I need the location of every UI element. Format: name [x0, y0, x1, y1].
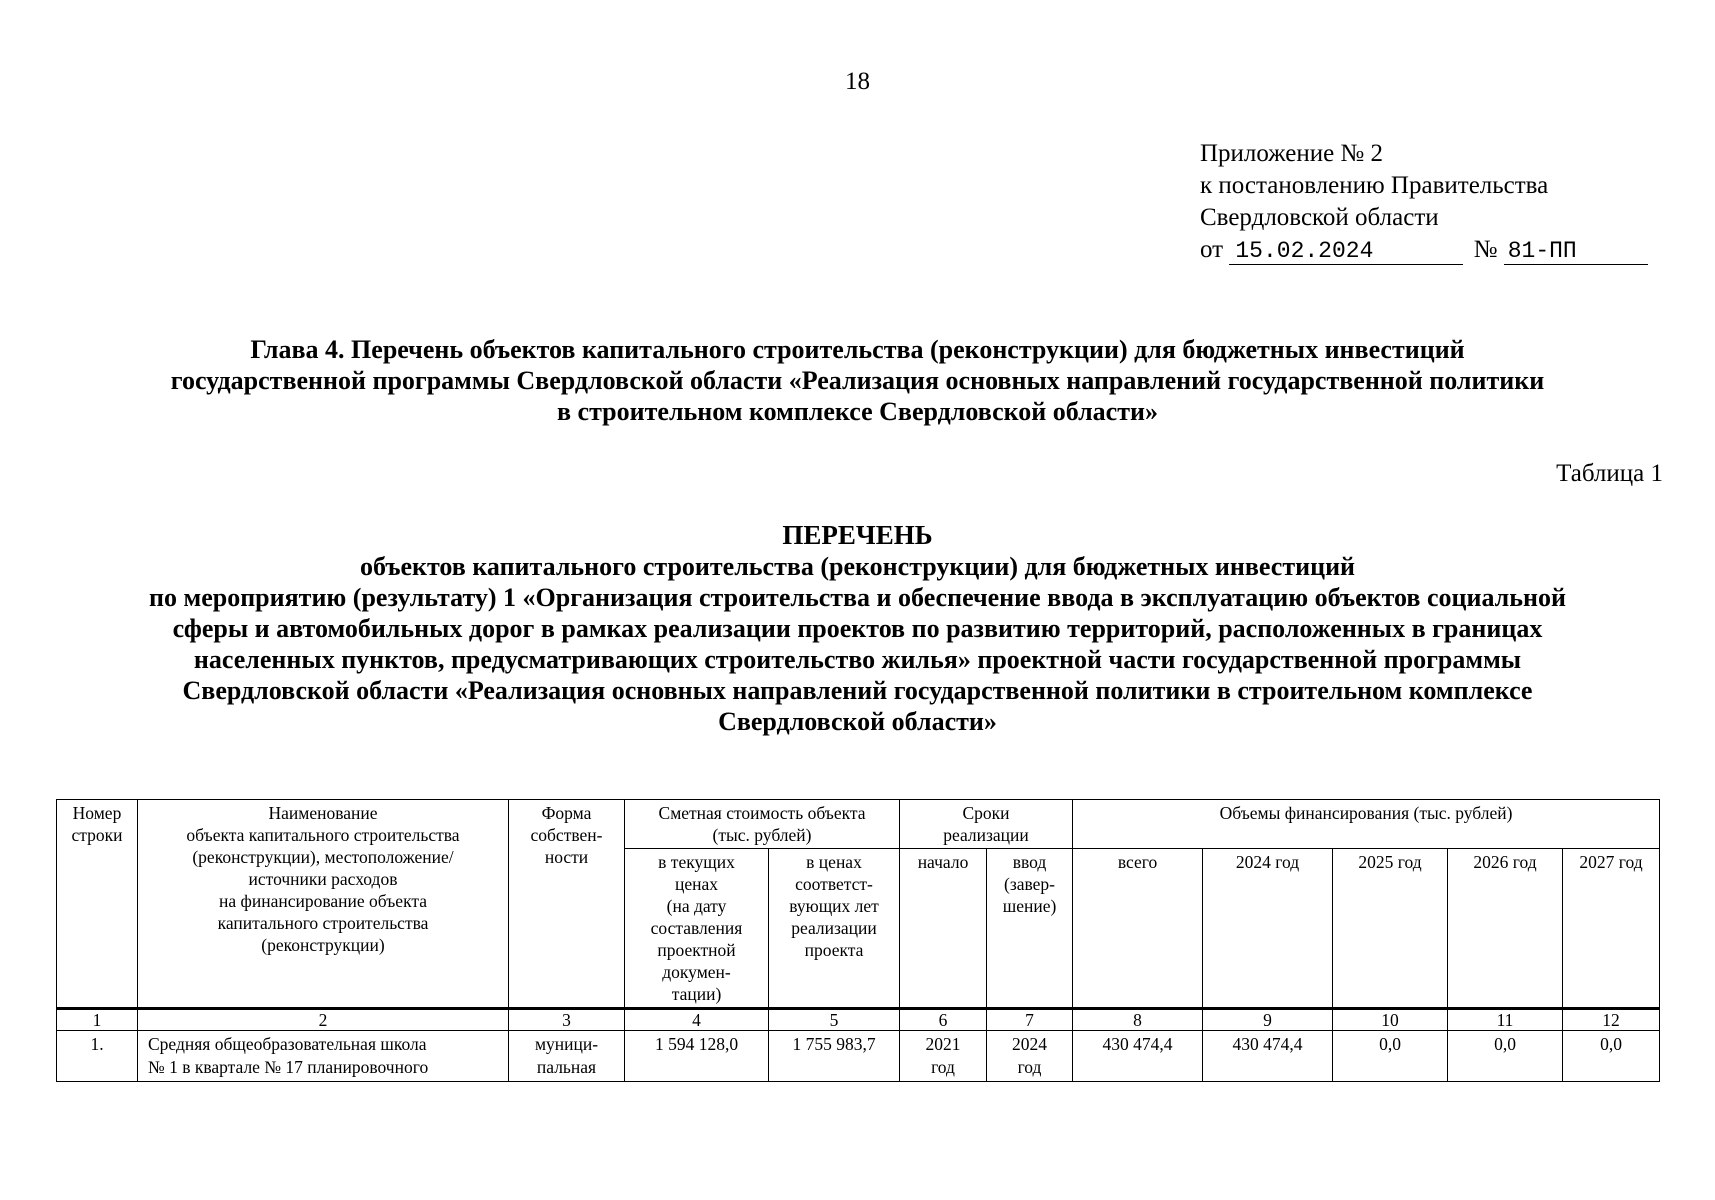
header-start: начало — [900, 849, 987, 1009]
cell-text: муници- — [534, 1034, 599, 1054]
header-row-1 — [57, 800, 1660, 849]
header-row-number — [57, 800, 138, 1009]
header-text: капитального строительства — [217, 913, 429, 933]
header-year-prices — [769, 849, 900, 1009]
completion-cell — [987, 1031, 1073, 1082]
cell-text: № 1 в квартале № 17 планировочного — [148, 1057, 429, 1077]
appendix-line-2: к постановлению Правительства — [1200, 172, 1549, 199]
y2027-cell: 0,0 — [1563, 1031, 1660, 1082]
header-text: проектной — [657, 940, 736, 960]
header-text: источники расходов — [248, 869, 398, 889]
column-number: 2 — [138, 1009, 509, 1031]
cell-text: пальная — [536, 1057, 597, 1077]
number-prefix: № — [1473, 236, 1498, 263]
list-title-line-1: объектов капитального строительства (реконструкции) для бюджетных инвестиций — [359, 552, 1356, 581]
column-number: 10 — [1333, 1009, 1448, 1031]
header-text: шение) — [1002, 896, 1057, 916]
decree-number: 81-ПП — [1504, 238, 1648, 265]
table-row — [57, 1031, 1660, 1082]
list-title-main: ПЕРЕЧЕНЬ — [782, 520, 933, 550]
cell-text: год — [1017, 1057, 1042, 1077]
column-number: 4 — [625, 1009, 769, 1031]
list-title-line-5: Свердловской области «Реализация основных направлений государственной политики в строительном комплексе — [182, 676, 1533, 705]
object-name-cell — [138, 1031, 509, 1082]
objects-table — [56, 799, 1660, 1082]
column-number: 9 — [1203, 1009, 1333, 1031]
header-completion — [987, 849, 1073, 1009]
column-number: 6 — [900, 1009, 987, 1031]
header-text: ценах — [674, 874, 718, 894]
header-text: составления — [650, 918, 743, 938]
header-text: (реконструкции), местоположение/ — [192, 847, 454, 867]
cell-text: 2024 — [1012, 1034, 1048, 1054]
list-title-line-4: населенных пунктов, предусматривающих строительство жилья» проектной части государственной программы — [193, 645, 1522, 674]
list-title-line-3: сферы и автомобильных дорог в рамках реализации проектов по развитию территорий, расположенных в границах — [172, 614, 1543, 643]
header-text: реализации — [943, 825, 1029, 845]
column-number: 3 — [509, 1009, 625, 1031]
header-text: ввод — [1012, 852, 1047, 872]
row-number-cell: 1. — [57, 1031, 138, 1082]
header-2027: 2027 год — [1563, 849, 1660, 1009]
page-number: 18 — [845, 68, 870, 95]
column-number: 11 — [1448, 1009, 1563, 1031]
header-ownership — [509, 800, 625, 1009]
header-text: Сметная стоимость объекта — [658, 803, 866, 823]
chapter-title — [60, 334, 1655, 427]
current-prices-cell: 1 594 128,0 — [625, 1031, 769, 1082]
y2025-cell: 0,0 — [1333, 1031, 1448, 1082]
chapter-title-line-1: Глава 4. Перечень объектов капитального строительства (реконструкции) для бюджетных инвестиций — [250, 335, 1465, 364]
cell-text: Средняя общеобразовательная школа — [148, 1034, 427, 1054]
header-total: всего — [1073, 849, 1203, 1009]
header-text: Форма — [541, 803, 592, 823]
header-timeline — [900, 800, 1073, 849]
header-current-prices — [625, 849, 769, 1009]
header-2026: 2026 год — [1448, 849, 1563, 1009]
header-estimated-cost — [625, 800, 900, 849]
decree-date: 15.02.2024 — [1229, 238, 1463, 265]
total-cell: 430 474,4 — [1073, 1031, 1203, 1082]
header-text: в текущих — [658, 852, 735, 872]
header-text: (на дату — [666, 896, 727, 916]
header-financing: Объемы финансирования (тыс. рублей) — [1073, 800, 1660, 849]
list-title-line-6: Свердловской области» — [718, 707, 997, 736]
header-text: ности — [544, 847, 589, 867]
year-prices-cell: 1 755 983,7 — [769, 1031, 900, 1082]
header-2024: 2024 год — [1203, 849, 1333, 1009]
appendix-date-line — [1200, 234, 1648, 266]
column-number: 7 — [987, 1009, 1073, 1031]
header-text: Номер — [72, 803, 122, 823]
y2024-cell: 430 474,4 — [1203, 1031, 1333, 1082]
column-number: 1 — [57, 1009, 138, 1031]
header-text: вующих лет — [789, 896, 879, 916]
header-text: реализации — [791, 918, 877, 938]
header-text: соответст- — [795, 874, 873, 894]
appendix-block — [1200, 138, 1648, 266]
date-prefix: от — [1200, 236, 1224, 263]
column-number: 12 — [1563, 1009, 1660, 1031]
start-cell — [900, 1031, 987, 1082]
header-text: строки — [71, 825, 123, 845]
list-title — [40, 520, 1675, 737]
header-2025: 2025 год — [1333, 849, 1448, 1009]
header-text: докумен- — [662, 962, 731, 982]
cell-text: год — [931, 1057, 955, 1077]
header-text: проекта — [804, 940, 864, 960]
header-text: Сроки — [962, 803, 1010, 823]
header-text: (завер- — [1004, 874, 1056, 894]
table-label: Таблица 1 — [1556, 460, 1663, 487]
column-number: 8 — [1073, 1009, 1203, 1031]
header-text: в ценах — [806, 852, 862, 872]
header-text: объекта капитального строительства — [186, 825, 460, 845]
column-numbers-row — [57, 1009, 1660, 1031]
header-text: тации) — [671, 984, 722, 1004]
chapter-title-line-3: в строительном комплексе Свердловской области» — [557, 397, 1158, 426]
cell-text: 2021 — [925, 1034, 961, 1054]
appendix-line-3: Свердловской области — [1200, 204, 1439, 231]
ownership-cell — [509, 1031, 625, 1082]
list-title-line-2: по мероприятию (результату) 1 «Организация строительства и обеспечение ввода в эксплуатацию объектов социальной — [149, 583, 1566, 612]
appendix-line-1: Приложение № 2 — [1200, 140, 1384, 167]
y2026-cell: 0,0 — [1448, 1031, 1563, 1082]
column-number: 5 — [769, 1009, 900, 1031]
header-object-name — [138, 800, 509, 1009]
header-text: (реконструкции) — [261, 935, 385, 955]
chapter-title-line-2: государственной программы Свердловской области «Реализация основных направлений государственной политики — [170, 366, 1545, 395]
header-text: (тыс. рублей) — [712, 825, 812, 845]
header-text: на финансирование объекта — [219, 891, 427, 911]
header-text: собствен- — [530, 825, 603, 845]
header-text: Наименование — [268, 803, 378, 823]
